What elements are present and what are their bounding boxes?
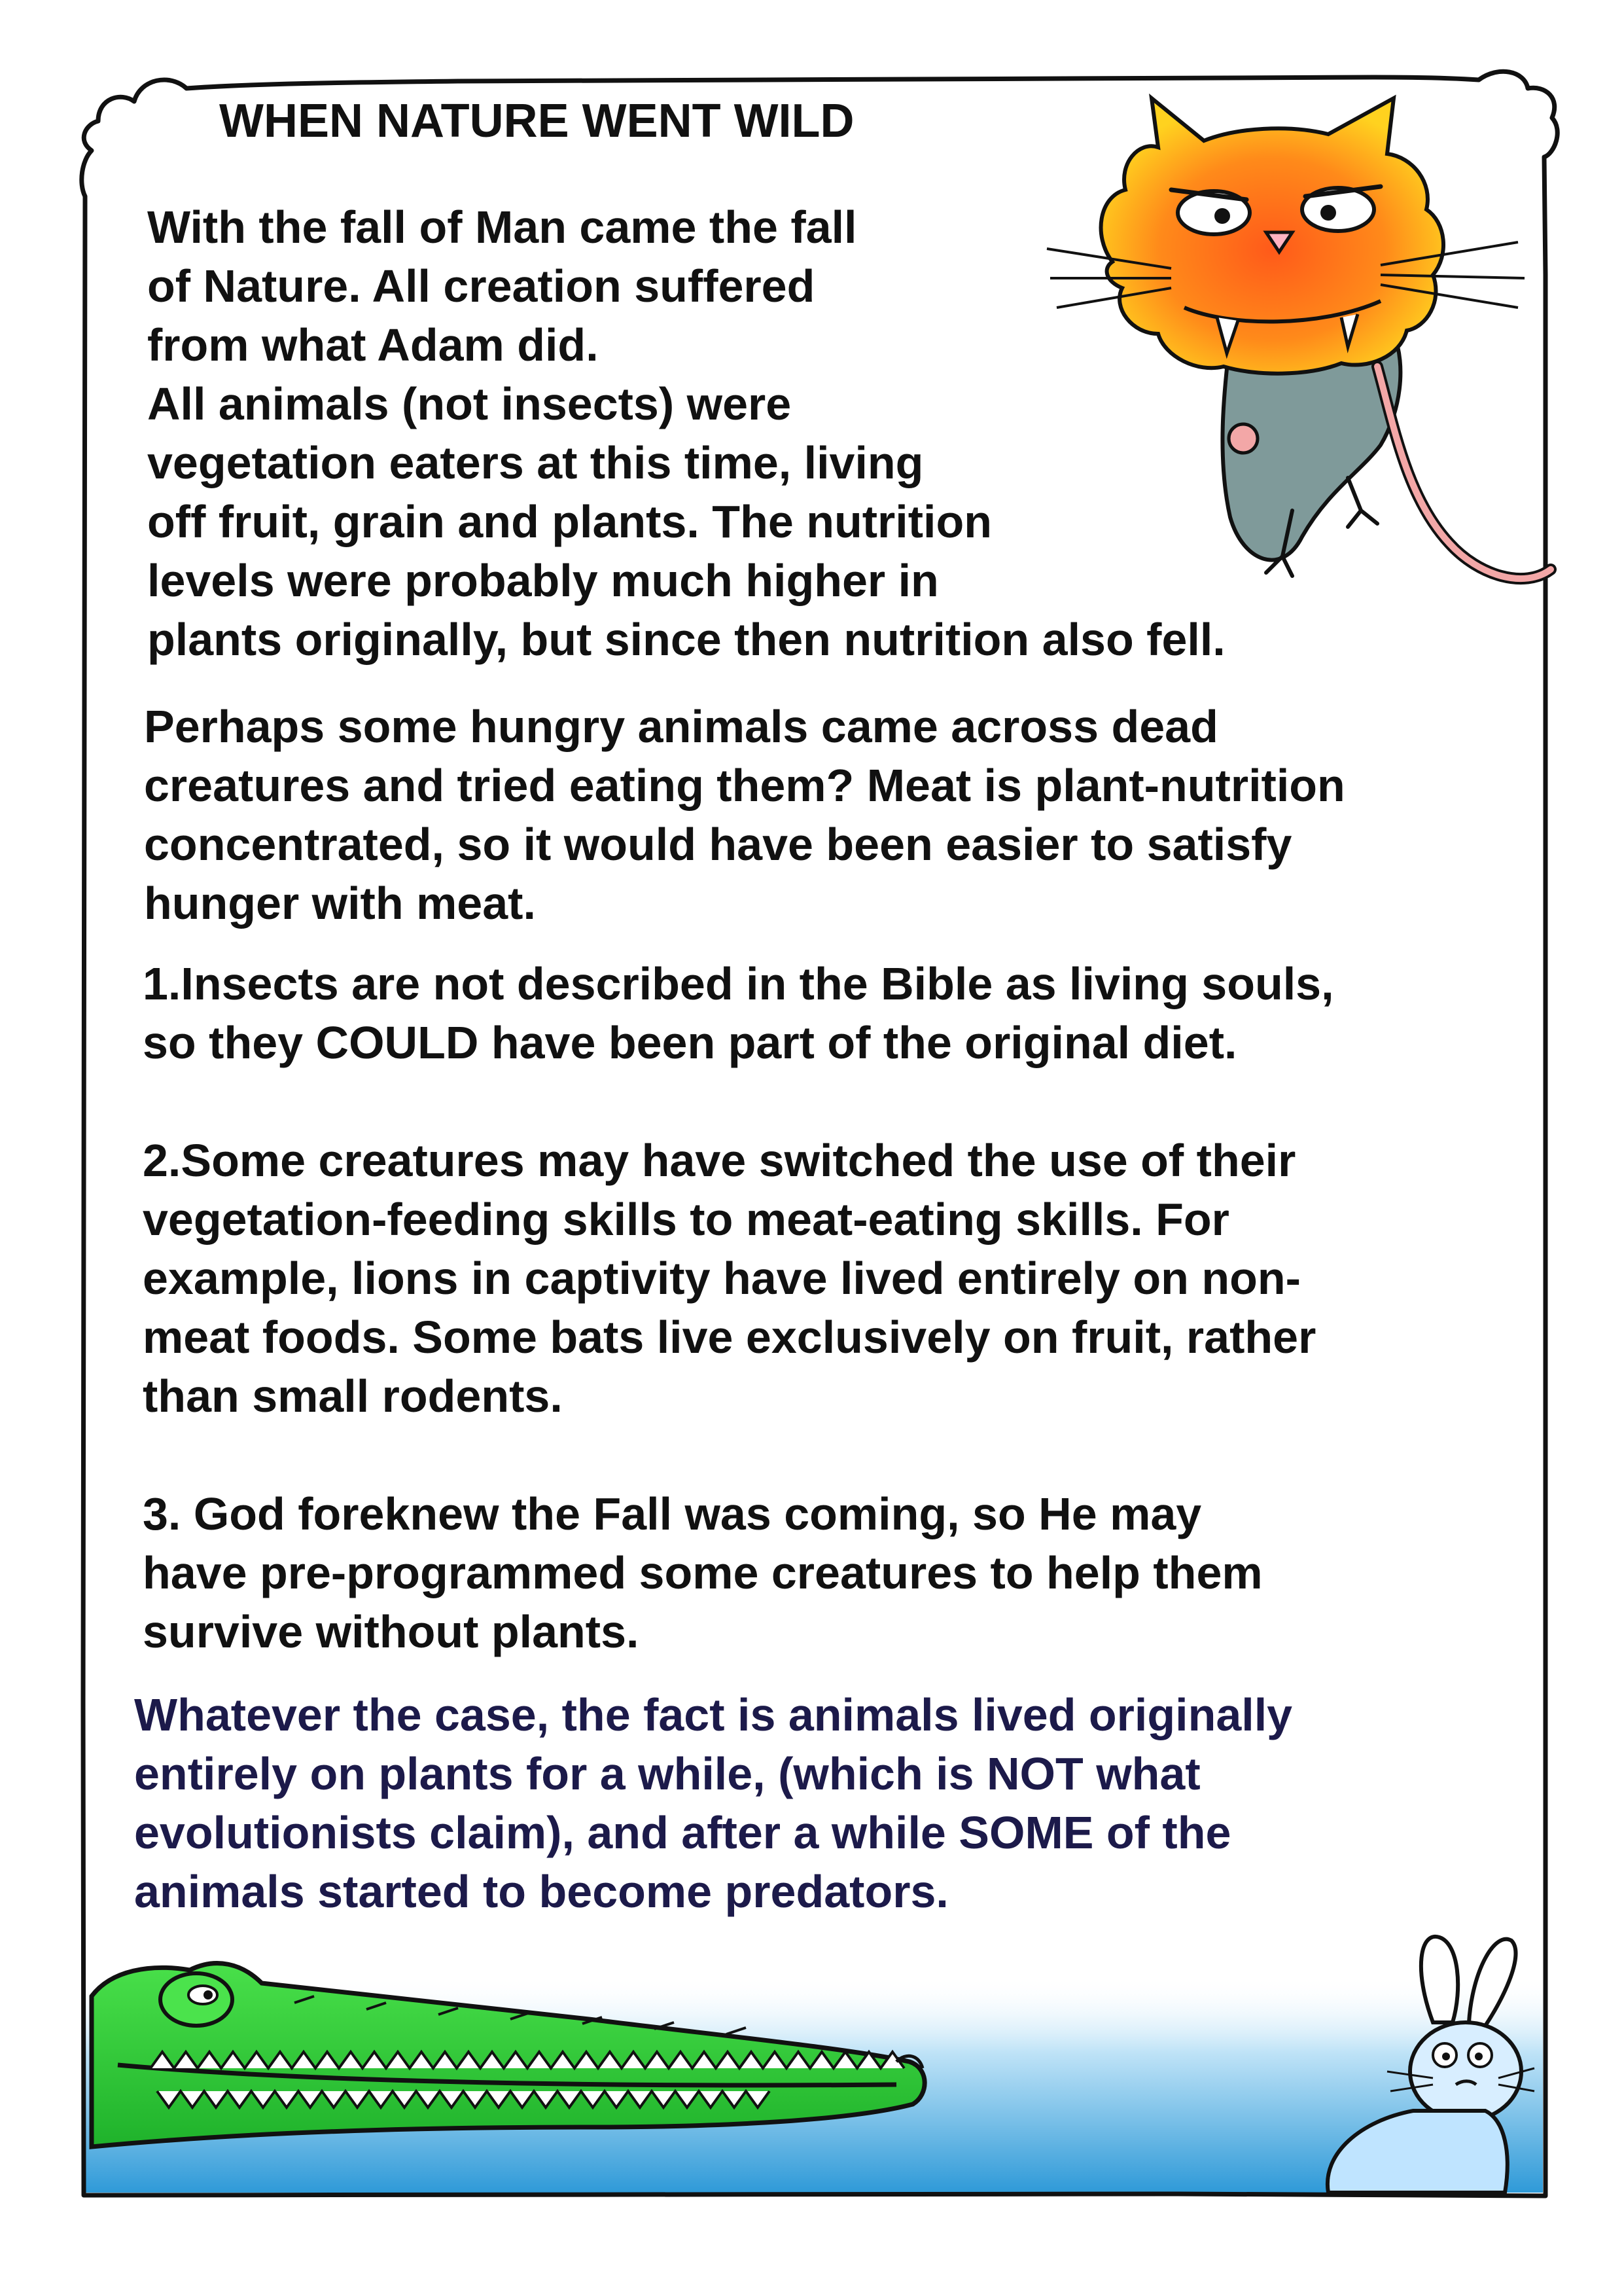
point-line: than small rodents. bbox=[143, 1371, 563, 1422]
intro-line: off fruit, grain and plants. The nutrition bbox=[147, 496, 993, 547]
mouse-tail bbox=[1377, 367, 1551, 579]
page-title: WHEN NATURE WENT WILD bbox=[219, 95, 855, 147]
conclusion-line: animals started to become predators. bbox=[134, 1866, 949, 1917]
intro-line: plants originally, but since then nutrition also fell. bbox=[147, 614, 1226, 665]
hunger-line: hunger with meat. bbox=[144, 878, 536, 929]
point-line: 3. God foreknew the Fall was coming, so He may bbox=[143, 1488, 1202, 1539]
intro-line: All animals (not insects) were bbox=[147, 378, 792, 429]
intro-line: from what Adam did. bbox=[147, 319, 599, 370]
hunger-line: concentrated, so it would have been easier to satisfy bbox=[144, 819, 1292, 870]
point-line: 1.Insects are not described in the Bible as living souls, bbox=[143, 958, 1334, 1009]
point-line: so they COULD have been part of the original diet. bbox=[143, 1017, 1237, 1068]
point-line: meat foods. Some bats live exclusively on fruit, rather bbox=[143, 1312, 1316, 1363]
conclusion-line: evolutionists claim), and after a while SOME of the bbox=[134, 1807, 1231, 1858]
point-line: example, lions in captivity have lived entirely on non- bbox=[143, 1253, 1301, 1304]
intro-line: of Nature. All creation suffered bbox=[147, 260, 815, 312]
intro-line: With the fall of Man came the fall bbox=[147, 202, 857, 253]
point-line: survive without plants. bbox=[143, 1606, 639, 1657]
intro-line: levels were probably much higher in bbox=[147, 555, 939, 606]
hunger-line: Perhaps some hungry animals came across dead bbox=[144, 701, 1218, 752]
point-line: vegetation-feeding skills to meat-eating skills. For bbox=[143, 1194, 1229, 1245]
conclusion-line: entirely on plants for a while, (which is NOT what bbox=[134, 1748, 1201, 1799]
point-line: have pre-programmed some creatures to help them bbox=[143, 1547, 1263, 1598]
point-line: 2.Some creatures may have switched the use of their bbox=[143, 1135, 1296, 1186]
hunger-line: creatures and tried eating them? Meat is plant-nutrition bbox=[144, 760, 1345, 811]
intro-line: vegetation eaters at this time, living bbox=[147, 437, 924, 488]
conclusion-line: Whatever the case, the fact is animals lived originally bbox=[134, 1689, 1293, 1740]
cat-eating-mouse-icon bbox=[1047, 98, 1551, 579]
